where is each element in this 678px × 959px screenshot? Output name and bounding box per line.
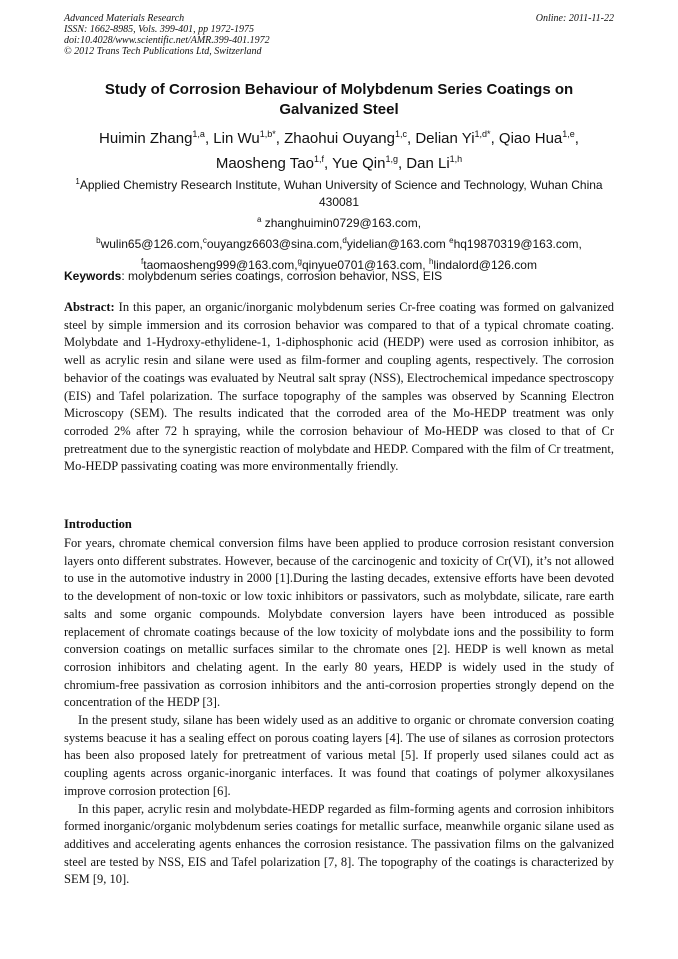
author: Dan Li$^{1,h}$ xyxy=(406,154,463,172)
author: Lin $Wu^{1,b*}$, xyxy=(213,129,285,147)
affiliation-block xyxy=(64,173,614,274)
introduction-body xyxy=(64,535,614,889)
issn-line: ISSN: 1662-8985, Vols. 399-401, pp 1972-1975 xyxy=(64,24,254,35)
email-b: wulin65@126.com, xyxy=(100,237,203,251)
copyright-line: © 2012 Trans Tech Publications Ltd, Switzerland xyxy=(64,46,262,57)
author: Zhaohui Ouyang$^{1,c}$, xyxy=(284,129,416,147)
email-e: hq19870319@163.com, xyxy=(453,237,582,251)
doi-line: doi:10.4028/www.scientific.net/AMR.399-401.1972 xyxy=(64,35,270,46)
email-line: $^f$taomaosheng999@163.com,$^g$qinyue0701@163.com, $^h$lindalord@126.com xyxy=(141,257,537,272)
email-line: $^a$ zhanghuimin0729@163.com, xyxy=(256,215,422,230)
author: Yue Qin$^{1,g}$, xyxy=(332,154,407,172)
author: Qiao Hua$^{1,e}$, xyxy=(498,129,579,147)
section-heading: Introduction xyxy=(64,517,132,531)
email-c: ouyangz6603@sina.com, xyxy=(206,237,343,251)
paragraph: In the present study, silane has been widely used as an additive to organic or chromate conversion coating systems beacuse it has a sealing effect on porous coating layers [4]. The use of silanes as corrosion protectors has been also proposed lately for pretreatment of various metal [5]. If properly used silanes could act as coupling agents across organic-inorganic interfaces. It was found that coatings of polymer alkoxysilanes improve corrosion protection [6]. xyxy=(64,713,614,798)
email-d: yidelian@163.com xyxy=(346,237,446,251)
journal-header xyxy=(64,13,614,57)
author: Maosheng Tao$^{1,f}$, xyxy=(215,154,333,172)
keywords-text: : molybdenum series coatings, corrosion behavior, NSS, EIS xyxy=(121,269,443,283)
email-line: $^b$wulin65@126.com,$^c$ouyangz6603@sina.com,$^d$yidelian@163.com $^e$hq19870319@163.com, xyxy=(96,236,582,251)
email-g: qinyue0701@163.com, xyxy=(302,258,426,272)
paragraph: For years, chromate chemical conversion films have been applied to produce corrosion resistant conversion layers onto different substrates. However, because of the carcinogenic and toxicity of Cr(VI), it’s not allowed to use in the automotive industry in 2000 [1].During the lasting decades, extensive efforts have been devoted to the development of non-toxic or low toxic inhibitors or passivators, such as molybdate, silicate, rare earth salts and some organic compounds. Molybdate conversion layers have been introduced as possible replacement of chromate coatings because of the low toxicity of molybdate ions and the possibility to form conversion coatings on metallic surfaces similar to the chromate ones [2]. HEDP is well known as metal corrosion inhibitors and chelating agent. In the early 80 years, HEDP is widely used in the study of chromium-free passivation as corrosion inhibitors and the anti-corrosion properties strongly depend on the concentration of the HEDP [3]. xyxy=(64,536,614,710)
author-list xyxy=(64,124,614,174)
affiliation: $^1$Applied Chemistry Research Institute, Wuhan University of Science and Technology, Wuhan China 430081 xyxy=(75,177,603,209)
keywords xyxy=(64,268,614,284)
paper-title: Study of Corrosion Behaviour of Molybdenum Series Coatings on Galvanized Steel xyxy=(104,81,574,118)
keywords-label: Keywords xyxy=(64,269,122,283)
online-date: Online: 2011-11-22 xyxy=(535,13,614,24)
author: Delian $Yi^{1,d*}$, xyxy=(415,129,499,147)
journal-name: Advanced Materials Research xyxy=(64,13,185,24)
paragraph: In this paper, acrylic resin and molybdate-HEDP regarded as film-forming agents and corrosion inhibitors formed inorganic/organic molybdenum series coatings for metallic surface, meanwhile organic silane used as additives and accelerating agents enhances the corrosion resistance. The passivation films on the galvanized steel are tested by NSS, EIS and Tafel polarization [7, 8]. The topography of the coatings is characterized by SEM [9, 10]. xyxy=(64,801,614,887)
email-a: zhanghuimin0729@163.com, xyxy=(264,216,422,230)
author: Huimin Zhang$^{1,a}$, xyxy=(99,129,214,147)
abstract-label: Abstract: xyxy=(64,300,115,314)
email-h: lindalord@126.com xyxy=(433,258,537,272)
abstract-text: In this paper, an organic/inorganic molybdenum series Cr-free coating was formed on galvanized steel by simple immersion and its corrosion behavior was compared to that of a typical chromate coating. Molybdate and 1-Hydroxy-ethylidene-1, 1-diphosphonic acid (HEDP) were used as corrosion inhibitor, as well as acrylic resin and silane were used as film-former and coupling agents, respectively. The corrosion behavior of the coatings was evaluated by Neutral salt spray (NSS), Electrochemical impedance spectroscopy (EIS) and Tafel polarization. The surface topography of the samples was observed by Scanning Electron Microscopy (SEM). The results indicated that the corroded area of the Mo-HEDP treatment was only corroded 2% after 72 h spraying, while the corrosion behaviour of Mo-HEDP was closed to that of Cr pretreatment due to the synergistic reaction of molybdate and HEDP. Compared with the film of Cr treatment, Mo-HEDP passivating coating was more environmentally friendly. xyxy=(64,300,614,474)
abstract xyxy=(64,299,614,476)
email-f: taomaosheng999@163.com, xyxy=(143,258,298,272)
